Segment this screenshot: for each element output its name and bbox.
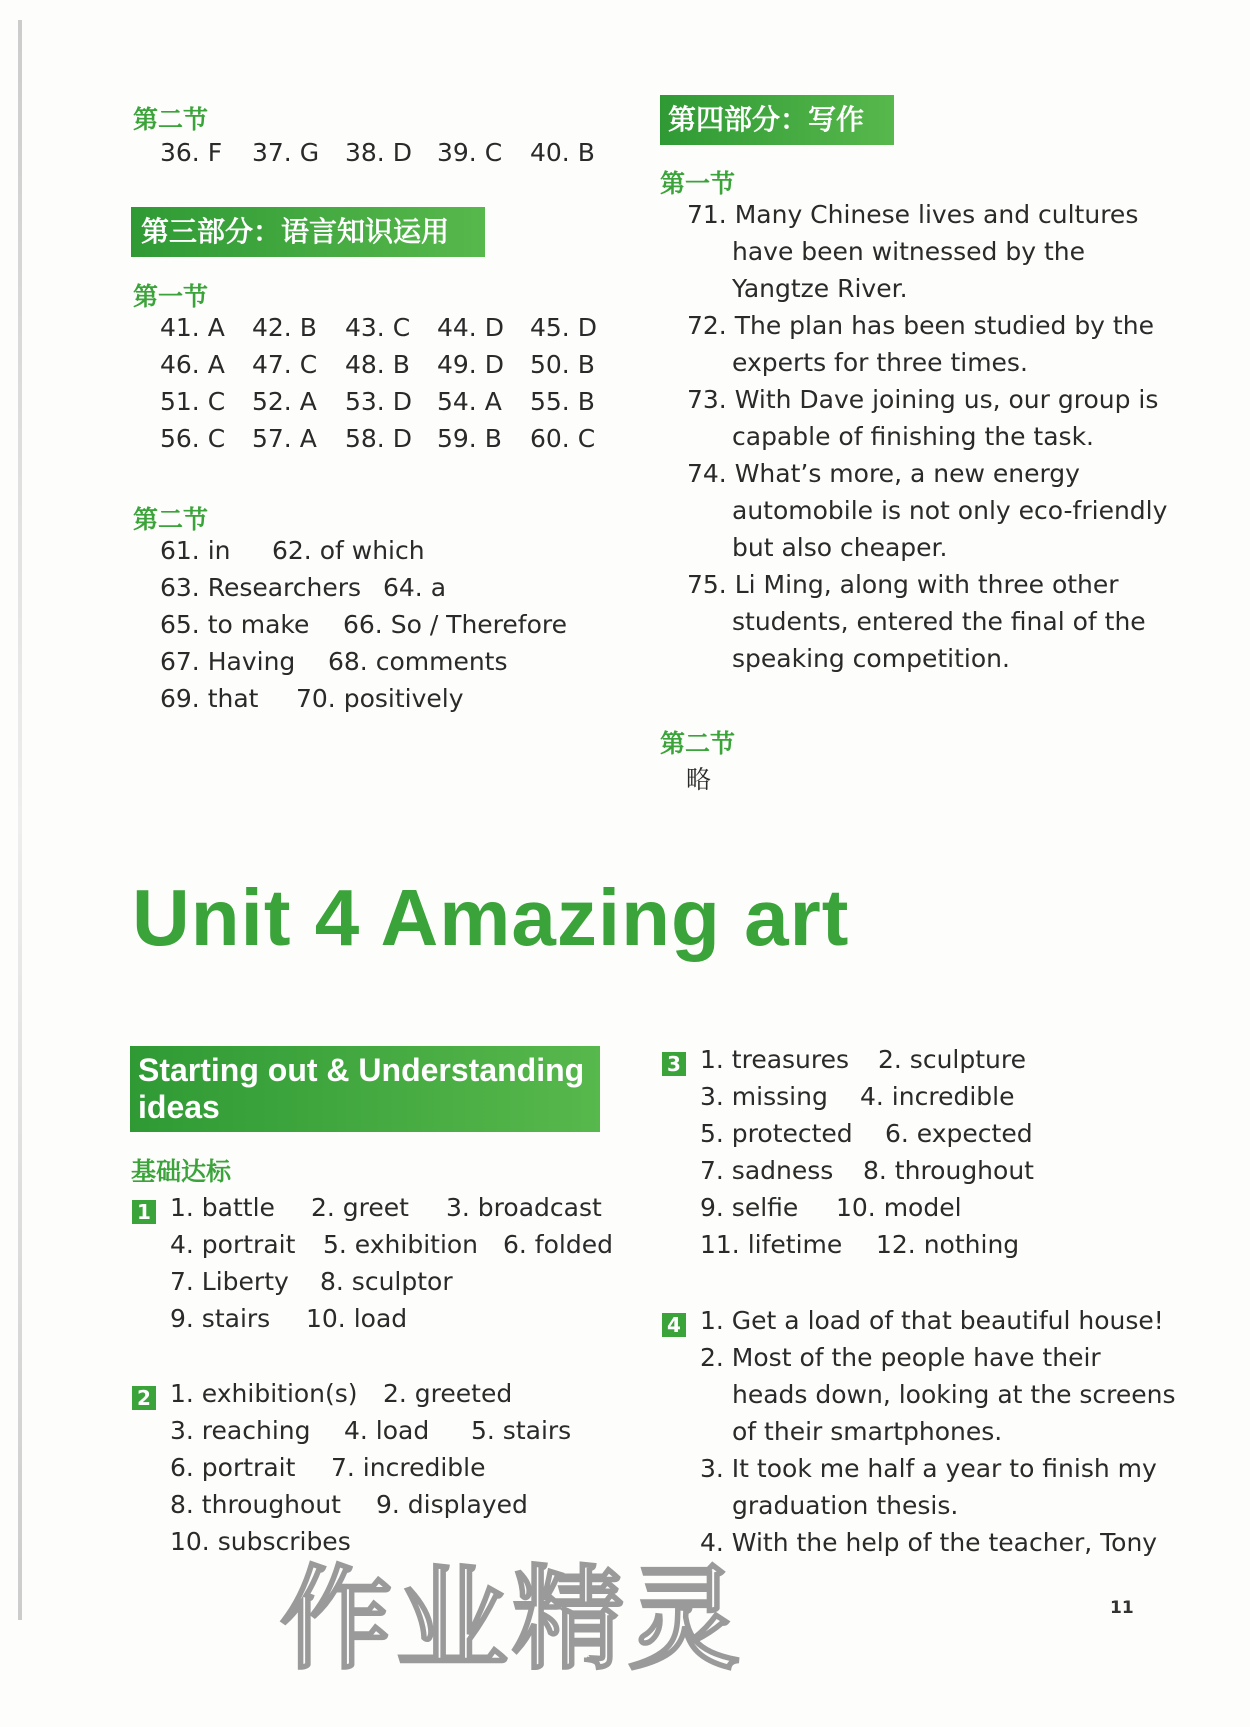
text-line: but also cheaper. (732, 533, 948, 562)
answer: 5. protected (700, 1119, 853, 1148)
watermark: 作业精灵 (280, 1555, 744, 1685)
answer: 66. So / Therefore (343, 610, 567, 639)
text-line: of their smartphones. (732, 1417, 1003, 1446)
section-heading: 第一节 (133, 282, 209, 311)
answer: 1. exhibition(s) (170, 1379, 358, 1408)
answer: 8. throughout (170, 1490, 341, 1519)
section-banner-title: Starting out & Understanding ideas (138, 1052, 585, 1125)
text-line: automobile is not only eco-friendly (732, 496, 1168, 525)
part4-title: 第四部分：写作 (660, 95, 894, 145)
answer-row (700, 1230, 1034, 1267)
section-heading: 第一节 (660, 169, 736, 198)
answer: 4. portrait (170, 1230, 296, 1259)
exercise-1-answers (170, 1193, 613, 1341)
answer-row (160, 138, 595, 167)
text-line: graduation thesis. (732, 1491, 959, 1520)
answer: 5. exhibition (323, 1230, 479, 1259)
answer: 37. G (252, 138, 320, 167)
answer: 50. B (530, 350, 595, 379)
exercise-number: 1 (132, 1200, 156, 1224)
text-line: 71. Many Chinese lives and cultures (687, 200, 1139, 229)
answer: 54. A (437, 387, 502, 416)
text-line: 74. What’s more, a new energy (687, 459, 1080, 488)
section-heading: 第二节 (133, 105, 209, 134)
answer: 9. displayed (376, 1490, 528, 1519)
writing-answers (687, 200, 1167, 681)
answer: 11. lifetime (700, 1230, 843, 1259)
answer: 48. B (345, 350, 410, 379)
text-line: students, entered the final of the (732, 607, 1146, 636)
answer-row (160, 647, 567, 684)
answer: 38. D (345, 138, 412, 167)
section-banner (130, 1046, 600, 1132)
answer-row (160, 610, 567, 647)
answer: 67. Having (160, 647, 296, 676)
omitted-answer: 略 (686, 765, 712, 794)
answer: 52. A (252, 387, 317, 416)
answer: 8. sculptor (320, 1267, 453, 1296)
answer: 4. incredible (860, 1082, 1015, 1111)
answer: 2. greet (311, 1193, 409, 1222)
answer: 65. to make (160, 610, 310, 639)
answer: 44. D (437, 313, 504, 342)
text-line: 73. With Dave joining us, our group is (687, 385, 1159, 414)
answer-row (160, 313, 597, 350)
answer: 41. A (160, 313, 225, 342)
answer: 6. folded (503, 1230, 613, 1259)
answer-row (160, 387, 597, 424)
text-line: Yangtze River. (732, 274, 908, 303)
answer: 36. F (160, 138, 223, 167)
text-line: capable of finishing the task. (732, 422, 1094, 451)
answer: 56. C (160, 424, 226, 453)
text-line: experts for three times. (732, 348, 1028, 377)
answer: 7. Liberty (170, 1267, 289, 1296)
answer: 5. stairs (471, 1416, 572, 1445)
answer: 64. a (383, 573, 447, 602)
answer-row (170, 1379, 571, 1416)
answer-row (160, 350, 597, 387)
exercise-number: 4 (662, 1313, 686, 1337)
answer-row (160, 536, 567, 573)
text-line: 4. With the help of the teacher, Tony (700, 1528, 1158, 1557)
answer: 70. positively (296, 684, 464, 713)
answer-row (700, 1119, 1034, 1156)
answer-row (170, 1193, 613, 1230)
answer: 63. Researchers (160, 573, 362, 602)
answer-grid (160, 313, 597, 461)
text-line: have been witnessed by the (732, 237, 1086, 266)
answer: 12. nothing (876, 1230, 1020, 1259)
answer: 8. throughout (863, 1156, 1034, 1185)
answer: 1. treasures (700, 1045, 850, 1074)
answer-row (700, 1156, 1034, 1193)
answer: 43. C (345, 313, 411, 342)
answer: 58. D (345, 424, 412, 453)
answer: 55. B (530, 387, 595, 416)
answer: 49. D (437, 350, 504, 379)
exercise-4-answers (700, 1306, 1176, 1565)
answer: 9. selfie (700, 1193, 799, 1222)
answer: 2. sculpture (878, 1045, 1026, 1074)
exercise-number: 3 (662, 1052, 686, 1076)
answer: 62. of which (272, 536, 425, 565)
text-line: 3. It took me half a year to finish my (700, 1454, 1157, 1483)
section-heading: 第二节 (660, 729, 736, 758)
page-edge (18, 20, 22, 1620)
answer: 2. greeted (383, 1379, 513, 1408)
text-line: 2. Most of the people have their (700, 1343, 1101, 1372)
answer: 68. comments (328, 647, 508, 676)
answer-row (170, 1490, 571, 1527)
text-line: 72. The plan has been studied by the (687, 311, 1154, 340)
answer-row (170, 1267, 613, 1304)
answer: 7. sadness (700, 1156, 834, 1185)
answer-row (160, 573, 567, 610)
unit-title: Unit 4 Amazing art (132, 873, 850, 962)
section-heading: 第二节 (133, 505, 209, 534)
text-line: heads down, looking at the screens (732, 1380, 1176, 1409)
answer-row (700, 1045, 1034, 1082)
answer-row (170, 1304, 613, 1341)
answer: 3. broadcast (446, 1193, 602, 1222)
answer-row (170, 1453, 571, 1490)
answer: 60. C (530, 424, 596, 453)
answer: 9. stairs (170, 1304, 271, 1333)
answer: 3. missing (700, 1082, 828, 1111)
answer: 61. in (160, 536, 231, 565)
answer-row (160, 424, 597, 461)
answer: 6. portrait (170, 1453, 296, 1482)
answer: 69. that (160, 684, 259, 713)
exercise-3-answers (700, 1045, 1034, 1267)
answer: 6. expected (885, 1119, 1033, 1148)
answer: 47. C (252, 350, 318, 379)
answer-row (170, 1230, 613, 1267)
answer: 57. A (252, 424, 317, 453)
answer: 10. load (306, 1304, 408, 1333)
answer: 10. subscribes (170, 1527, 351, 1556)
text-line: 75. Li Ming, along with three other (687, 570, 1119, 599)
answer: 46. A (160, 350, 225, 379)
answer: 3. reaching (170, 1416, 311, 1445)
answer: 59. B (437, 424, 502, 453)
answer-row (170, 1416, 571, 1453)
answer: 39. C (437, 138, 503, 167)
part3-title: 第三部分：语言知识运用 (131, 207, 485, 257)
exercise-number: 2 (132, 1386, 156, 1410)
answer-row (160, 684, 567, 721)
subsection-heading: 基础达标 (131, 1157, 232, 1186)
answer: 7. incredible (331, 1453, 486, 1482)
answer: 4. load (344, 1416, 430, 1445)
answer-row (700, 1193, 1034, 1230)
answer: 1. battle (170, 1193, 275, 1222)
answer: 40. B (530, 138, 595, 167)
answer-list (160, 536, 567, 721)
answer: 45. D (530, 313, 597, 342)
answer: 51. C (160, 387, 226, 416)
answer-row (700, 1082, 1034, 1119)
text-line: 1. Get a load of that beautiful house! (700, 1306, 1164, 1335)
answer: 10. model (836, 1193, 962, 1222)
text-line: speaking competition. (732, 644, 1010, 673)
answer: 42. B (252, 313, 317, 342)
page-number: 11 (1110, 1598, 1134, 1618)
answer: 53. D (345, 387, 412, 416)
